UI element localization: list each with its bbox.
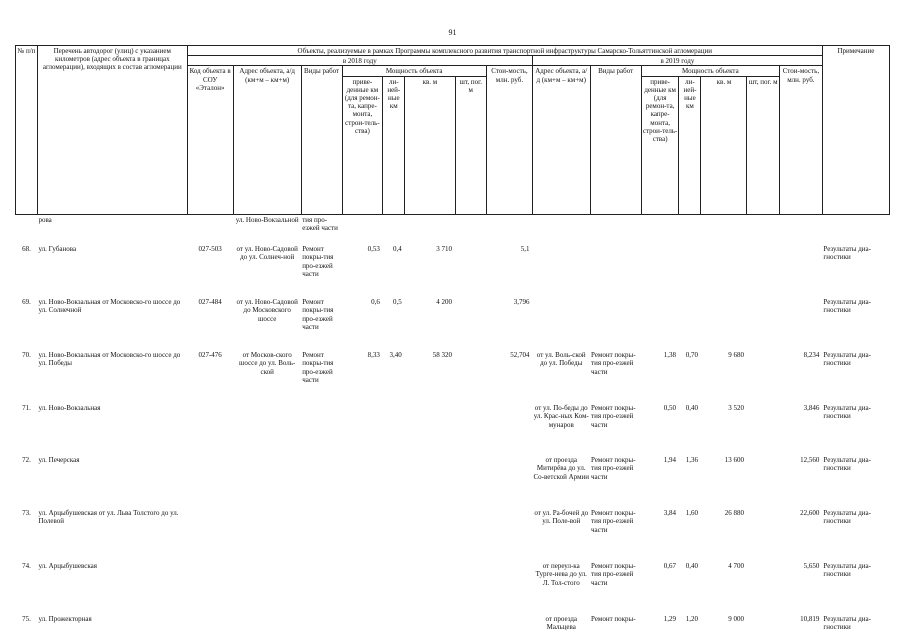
row-sq-m-2019: 3 520 [728, 404, 744, 413]
row-sq-m [405, 214, 455, 244]
header-code: Код объекта в СОУ «Эталон» [187, 66, 233, 214]
header-works-2019: Виды работ [590, 66, 641, 214]
table-header [16, 46, 890, 215]
row-sq-m: 4 200 [436, 298, 453, 307]
row-given-km-2019 [641, 297, 679, 350]
row-road: ул. Ново-Вокзальная [38, 404, 101, 413]
row-linear-km-2019 [679, 244, 701, 297]
header-note: Примечание [822, 46, 889, 215]
table-row [16, 214, 890, 244]
row-pcs [455, 455, 486, 508]
row-linear-km [383, 561, 405, 614]
row-given-km-2019: 3,84 [663, 509, 676, 518]
row-sq-m [405, 403, 455, 455]
row-sq-m-2019: 9 000 [728, 615, 744, 624]
row-note: Результаты диа-гностики [823, 456, 871, 473]
row-pcs [455, 214, 486, 244]
header-capacity-2018: Мощность объекта [342, 66, 486, 76]
row-linear-km [383, 455, 405, 508]
table-row [16, 350, 890, 403]
row-address-2019 [532, 297, 590, 350]
row-cost-2019 [779, 297, 822, 350]
row-address-2019: от проезда Мальцева [545, 615, 578, 632]
row-pcs-2019 [747, 350, 779, 403]
header-pcs-2018: шт, пог. м [455, 76, 486, 214]
row-works: тия про-езжей части [302, 215, 338, 232]
table-row [16, 614, 890, 638]
row-given-km [342, 614, 383, 638]
table-row [16, 561, 890, 614]
header-sq-m-2019: кв. м [701, 76, 747, 214]
row-note: Результаты диа-гностики [823, 509, 871, 526]
row-cost-2019: 3,846 [803, 404, 820, 413]
row-cost: 3,796 [513, 298, 530, 307]
row-pcs [455, 244, 486, 297]
row-cost [486, 508, 532, 561]
row-linear-km [383, 508, 405, 561]
table-body [16, 214, 890, 638]
row-code [187, 455, 233, 508]
row-works: Ремонт покры-тия про-езжей части [302, 245, 334, 278]
row-road: ул. Прожекторная [38, 615, 92, 624]
row-code [187, 561, 233, 614]
row-code [187, 403, 233, 455]
row-pcs-2019 [747, 403, 779, 455]
row-note: Результаты диа-гностики [823, 245, 871, 262]
header-given-km-2019: приве-денные км (для ремон-та, капре-монта, строи-тель-ства) [641, 76, 679, 214]
header-cost-2018: Стои-мость, млн. руб. [486, 66, 532, 214]
row-works: Ремонт покры-тия про-езжей части [302, 351, 334, 384]
row-note: Результаты диа-гностики [823, 562, 871, 579]
row-given-km-2019: 0,50 [663, 404, 676, 413]
row-sq-m-2019: 4 700 [728, 562, 744, 571]
row-num [16, 214, 38, 244]
row-road: рова [38, 215, 52, 224]
row-num: 70. [22, 351, 31, 360]
table-row [16, 508, 890, 561]
row-code: 027-476 [198, 351, 222, 360]
row-given-km: 0,6 [371, 298, 380, 307]
row-sq-m-2019: 9 680 [728, 351, 744, 360]
row-works [301, 403, 342, 455]
row-num: 69. [22, 298, 31, 307]
row-pcs [455, 297, 486, 350]
row-works-2019 [590, 244, 641, 297]
row-address-2019: от ул. По-беды до ул. Крас-ных Ком-мунаров [533, 404, 589, 429]
row-pcs-2019 [747, 297, 779, 350]
row-works-2019: Ремонт покры- [591, 615, 636, 624]
row-linear-km-2019 [679, 214, 701, 244]
row-linear-km-2019: 1,36 [685, 456, 698, 465]
row-code: 027-503 [198, 245, 222, 254]
row-num: 72. [22, 456, 31, 465]
row-num: 73. [22, 509, 31, 518]
row-note: Результаты диа-гностики [823, 404, 871, 421]
row-pcs [455, 508, 486, 561]
header-works-2018: Виды работ [301, 66, 342, 214]
row-note [822, 214, 889, 244]
row-pcs-2019 [747, 508, 779, 561]
row-sq-m-2019 [701, 297, 747, 350]
row-road: ул. Ново-Вокзальная от Московско-го шоссе до ул. Победы [38, 351, 181, 368]
row-linear-km-2019: 0,40 [685, 562, 698, 571]
row-address [233, 455, 301, 508]
row-cost: 5,1 [520, 245, 530, 254]
row-code: 027-484 [198, 298, 222, 307]
row-cost-2019: 22,600 [800, 509, 820, 518]
row-sq-m-2019: 13 600 [724, 456, 744, 465]
row-given-km-2019: 1,94 [663, 456, 676, 465]
row-works-2019: Ремонт покры-тия про-езжей части [591, 351, 636, 376]
row-sq-m-2019: 26 880 [724, 509, 744, 518]
row-address-2019 [532, 244, 590, 297]
row-given-km: 8,33 [367, 351, 380, 360]
row-works-2019: Ремонт покры-тия про-езжей части [591, 404, 636, 429]
row-address: от ул. Ново-Садовой до ул. Солнеч-ной [236, 245, 298, 262]
row-road: ул. Печерская [38, 456, 80, 465]
row-code [187, 614, 233, 638]
row-works-2019: Ремонт покры-тия про-езжей части [591, 509, 636, 534]
table-row [16, 455, 890, 508]
row-address-2019: от ул. Ра-бочей до ул. Поле-вой [534, 509, 589, 526]
row-num: 74. [22, 562, 31, 571]
row-sq-m [405, 561, 455, 614]
row-works-2019: Ремонт покры-тия про-езжей части [591, 562, 636, 587]
row-pcs-2019 [747, 214, 779, 244]
header-capacity-2019: Мощность объекта [641, 66, 779, 76]
header-linear-km-2019: ли-ней-ные км [679, 76, 701, 214]
row-given-km [342, 403, 383, 455]
row-cost-2019 [779, 214, 822, 244]
row-cost-2019: 10,819 [800, 615, 820, 624]
row-linear-km-2019: 0,40 [685, 404, 698, 413]
row-address-2019 [532, 214, 590, 244]
row-cost [486, 614, 532, 638]
row-address-2019: от переул-ка Турге-нева до ул. Л. Тол-стого [535, 562, 587, 587]
row-address-2019: от ул. Воль-ской до ул. Победы [536, 351, 586, 368]
row-address: от Москов-ского шоссе до ул. Воль-ской [239, 351, 296, 376]
row-given-km [342, 455, 383, 508]
row-linear-km [383, 614, 405, 638]
row-works [301, 614, 342, 638]
row-pcs-2019 [747, 244, 779, 297]
row-linear-km: 3,40 [389, 351, 402, 360]
row-linear-km-2019: 1,20 [685, 615, 698, 624]
row-pcs [455, 403, 486, 455]
row-pcs [455, 614, 486, 638]
row-address: ул. Ново-Вокзальной [235, 215, 299, 224]
row-works: Ремонт покры-тия про-езжей части [302, 298, 334, 331]
row-address-2019: от проезда Митирёва до ул. Со-ветской Армии [533, 456, 589, 481]
header-given-km-2018: приве-денные км (для ремон-та, капре-монта, строи-тель-ства) [342, 76, 383, 214]
row-works-2019 [590, 297, 641, 350]
row-given-km-2019 [641, 214, 679, 244]
header-address-2018: Адрес объекта, а/д (км+м – км+м) [233, 66, 301, 214]
row-pcs-2019 [747, 614, 779, 638]
row-cost: 52,704 [510, 351, 530, 360]
row-road: ул. Губанова [38, 245, 77, 254]
row-sq-m [405, 508, 455, 561]
row-cost-2019 [779, 244, 822, 297]
row-linear-km [383, 403, 405, 455]
row-given-km [342, 508, 383, 561]
row-address [233, 561, 301, 614]
row-sq-m: 58 320 [432, 351, 453, 360]
row-sq-m-2019 [701, 214, 747, 244]
row-num: 68. [22, 245, 31, 254]
row-sq-m-2019 [701, 244, 747, 297]
row-code [187, 508, 233, 561]
header-objects: Объекты, реализуемые в рамках Программы комплексного развития транспортной инфраструктуры Самарско-Тольяттинской агломерации [187, 46, 822, 56]
row-road: ул. Ново-Вокзальная от Московско-го шоссе до ул. Солнечной [38, 298, 181, 315]
row-note: Результаты диа-гностики [823, 351, 871, 368]
row-linear-km-2019: 0,70 [685, 351, 698, 360]
row-cost-2019: 8,234 [803, 351, 820, 360]
row-pcs [455, 350, 486, 403]
row-pcs-2019 [747, 561, 779, 614]
row-works [301, 455, 342, 508]
row-cost-2019: 12,560 [800, 456, 820, 465]
header-pcs-2019: шт, пог. м [747, 76, 779, 214]
page-number: 91 [448, 28, 457, 37]
row-works-2019: Ремонт покры-тия про-езжей части [591, 456, 636, 481]
row-cost [486, 214, 532, 244]
row-linear-km: 0,5 [393, 298, 402, 307]
header-sq-m-2018: кв. м [405, 76, 455, 214]
header-cost-2019: Стои-мость, млн. руб. [779, 66, 822, 214]
header-road-list: Перечень автодорог (улиц) с указанием километров (адрес объекта в границах агломерации), входящих в состав агломерации [37, 46, 187, 215]
table-row [16, 297, 890, 350]
row-linear-km [383, 214, 405, 244]
row-given-km [342, 561, 383, 614]
header-linear-km-2018: ли-ней-ные км [383, 76, 405, 214]
row-code [187, 214, 233, 244]
row-given-km: 0,53 [367, 245, 380, 254]
row-cost-2019: 5,650 [803, 562, 820, 571]
header-address-2019: Адрес объекта, а/д (км+м – км+м) [532, 66, 590, 214]
header-year-2019: в 2019 году [532, 56, 822, 66]
header-num: № п/п [16, 46, 38, 215]
row-address [233, 614, 301, 638]
row-linear-km-2019: 1,60 [685, 509, 698, 518]
row-linear-km-2019 [679, 297, 701, 350]
row-num: 71. [22, 404, 31, 413]
row-given-km-2019: 1,29 [663, 615, 676, 624]
row-works-2019 [590, 214, 641, 244]
row-works [301, 561, 342, 614]
row-pcs-2019 [747, 455, 779, 508]
row-num: 75. [22, 615, 31, 624]
table-row [16, 244, 890, 297]
row-sq-m [405, 614, 455, 638]
roads-table [15, 45, 890, 638]
table-row [16, 403, 890, 455]
row-note: Результаты диа-гностики [823, 615, 871, 632]
row-address: от ул. Ново-Садовой до Московского шоссе [236, 298, 298, 323]
row-given-km [342, 214, 383, 244]
row-sq-m [405, 455, 455, 508]
row-given-km-2019: 0,67 [663, 562, 676, 571]
row-address [233, 403, 301, 455]
row-pcs [455, 561, 486, 614]
header-year-2018: в 2018 году [187, 56, 532, 66]
row-works [301, 508, 342, 561]
row-cost [486, 561, 532, 614]
row-sq-m: 3 710 [436, 245, 453, 254]
row-given-km-2019 [641, 244, 679, 297]
row-linear-km: 0,4 [393, 245, 402, 254]
row-road: ул. Арцыбушевская от ул. Льва Толстого до ул. Полевой [38, 509, 179, 526]
row-given-km-2019: 1,38 [663, 351, 676, 360]
row-road: ул. Арцыбушевская [38, 562, 97, 571]
row-cost [486, 403, 532, 455]
row-note: Результаты диа-гностики [823, 298, 871, 315]
row-address [233, 508, 301, 561]
row-cost [486, 455, 532, 508]
